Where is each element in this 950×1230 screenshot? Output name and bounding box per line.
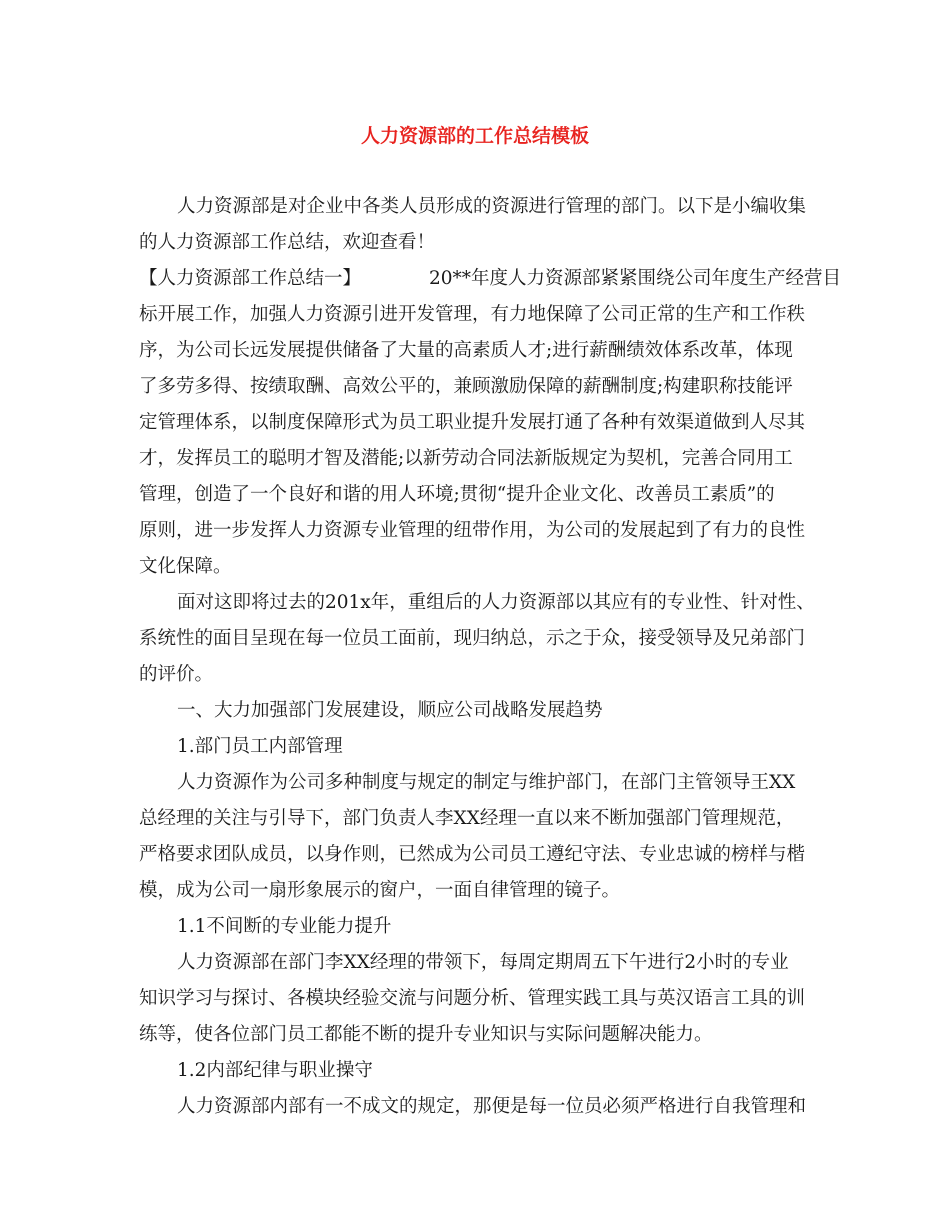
paragraph-line: 人力资源部在部门李XX经理的带领下，每周定期周五下午进行2小时的专业 [177,952,789,973]
section-heading: 【人力资源部工作总结一】 [139,268,362,289]
subsection-heading: 1.部门员工内部管理 [177,736,343,757]
subsection-heading: 1.2内部纪律与职业操守 [177,1060,373,1081]
paragraph-line: 才，发挥员工的聪明才智及潜能;以新劳动合同法新版规定为契机，完善合同用工 [139,448,793,469]
paragraph-text: 20**年度人力资源部紧紧围绕公司年度生产经营目 [429,268,842,289]
document-title: 人力资源部的工作总结模板 [360,125,589,147]
paragraph-line: 人力资源作为公司多种制度与规定的制定与维护部门，在部门主管领导王XX [177,772,796,793]
paragraph-line: 的人力资源部工作总结，欢迎查看！ [139,232,436,253]
paragraph-line: 原则，进一步发挥人力资源专业管理的纽带作用，为公司的发展起到了有力的良性 [139,520,806,541]
paragraph-line: 文化保障。 [139,556,232,577]
paragraph-line: 了多劳多得、按绩取酬、高效公平的，兼顾激励保障的薪酬制度;构建职称技能评 [139,376,793,397]
paragraph-line: 知识学习与探讨、各模块经验交流与问题分析、管理实践工具与英汉语言工具的训 [139,988,806,1009]
paragraph-line: 标开展工作，加强人力资源引进开发管理，有力地保障了公司正常的生产和工作秩 [139,304,806,325]
subsection-heading: 1.1不间断的专业能力提升 [177,916,392,937]
paragraph-line: 的评价。 [139,664,214,685]
paragraph-line: 定管理体系，以制度保障形式为员工职业提升发展打通了各种有效渠道做到人尽其 [139,412,806,433]
paragraph-line: 总经理的关注与引导下，部门负责人李XX经理一直以来不断加强部门管理规范， [139,808,795,829]
paragraph-line: 人力资源部是对企业中各类人员形成的资源进行管理的部门。以下是小编收集 [177,196,807,217]
paragraph-line: 严格要求团队成员，以身作则，已然成为公司员工遵纪守法、专业忠诚的榜样与楷 [139,844,806,865]
paragraph-line [139,263,841,295]
paragraph-line: 系统性的面目呈现在每一位员工面前，现归纳总，示之于众，接受领导及兄弟部门 [139,628,806,649]
paragraph-line: 练等，使各位部门员工都能不断的提升专业知识与实际问题解决能力。 [139,1024,713,1045]
section-heading: 一、大力加强部门发展建设，顺应公司战略发展趋势 [177,700,603,721]
paragraph-line: 序，为公司长远发展提供储备了大量的高素质人才;进行薪酬绩效体系改革，体现 [139,340,793,361]
paragraph-line: 人力资源部内部有一不成文的规定，那便是每一位员必须严格进行自我管理和 [177,1096,807,1117]
paragraph-line: 面对这即将过去的201x年，重组后的人力资源部以其应有的专业性、针对性、 [177,592,815,613]
paragraph-line: 模，成为公司一扇形象展示的窗户，一面自律管理的镜子。 [139,880,621,901]
paragraph-line: 管理，创造了一个良好和谐的用人环境;贯彻“提升企业文化、改善员工素质”的 [139,484,775,505]
